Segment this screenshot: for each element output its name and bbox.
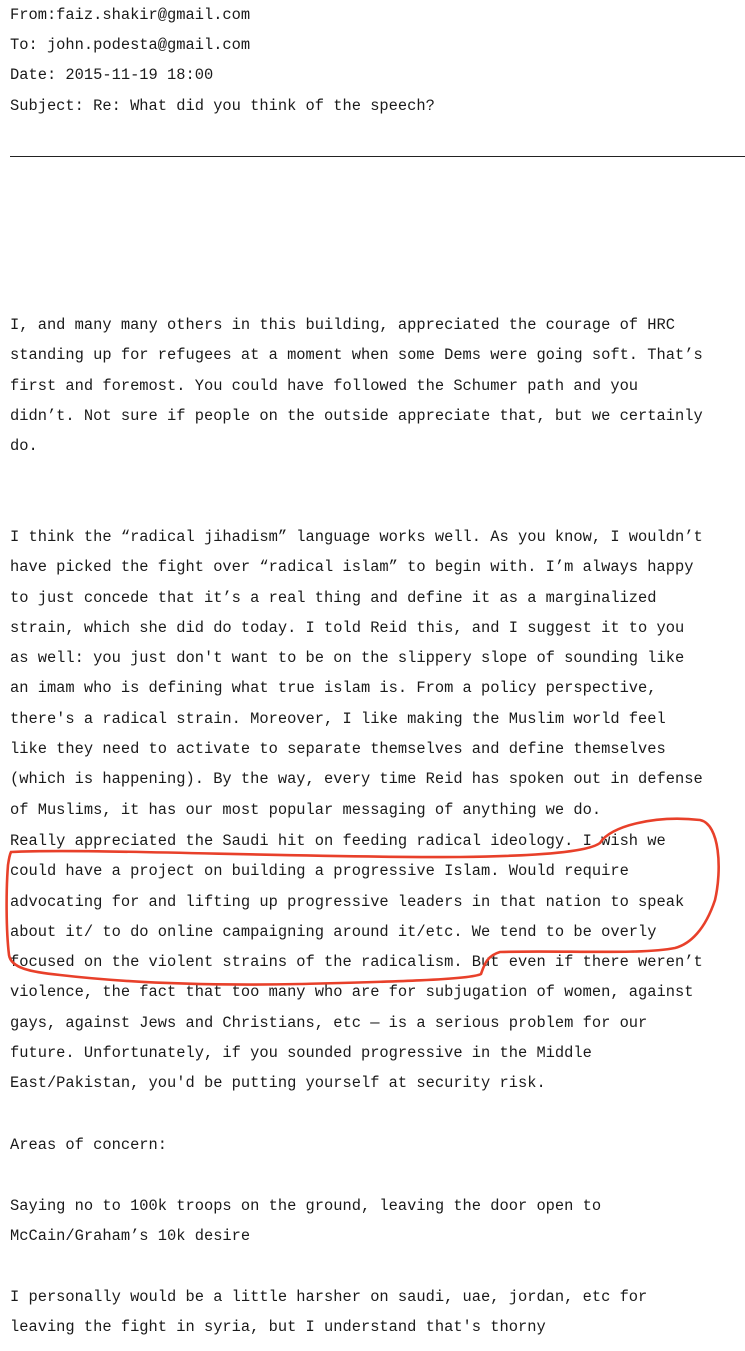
- to-line: To: john.podesta@gmail.com: [10, 36, 251, 54]
- text-line: as well: you just don't want to be on the slippery slope of sounding like: [10, 649, 685, 668]
- text-line: an imam who is defining what true islam is. From a policy perspective,: [10, 679, 657, 698]
- text-line: do.: [10, 437, 38, 456]
- text-line: like they need to activate to separate themselves and define themselves: [10, 740, 666, 759]
- subject-line: Subject: Re: What did you think of the speech?: [10, 97, 435, 115]
- text-line: leaving the fight in syria, but I understand that's thorny: [10, 1318, 546, 1337]
- text-line: Saying no to 100k troops on the ground, leaving the door open to: [10, 1197, 602, 1215]
- paragraph-6: [10, 1282, 743, 1343]
- text-line: violence, the fact that too many who are for subjugation of women, against: [10, 983, 694, 1002]
- text-line: Really appreciated the Saudi hit on feeding radical ideology. I wish we: [10, 832, 666, 850]
- text-line: could have a project on building a progressive Islam. Would require: [10, 862, 629, 881]
- text-line: advocating for and lifting up progressive leaders in that nation to speak: [10, 892, 685, 911]
- text-line: I personally would be a little harsher on saudi, uae, jordan, etc for: [10, 1288, 648, 1306]
- text-line: standing up for refugees at a moment when some Dems were going soft. That’s: [10, 346, 703, 365]
- text-line: McCain/Graham’s 10k desire: [10, 1227, 251, 1246]
- paragraph-5: [10, 1191, 743, 1252]
- text-line: have picked the fight over “radical islam” to begin with. I’m always happy: [10, 558, 694, 577]
- date-line: Date: 2015-11-19 18:00: [10, 66, 214, 84]
- paragraph-3: [10, 826, 743, 1099]
- text-line: gays, against Jews and Christians, etc — is a serious problem for our: [10, 1013, 648, 1032]
- paragraph-2: [10, 522, 743, 825]
- paragraph-4: [10, 1130, 743, 1160]
- text-line: Areas of concern:: [10, 1136, 168, 1154]
- text-line: (which is happening). By the way, every time Reid has spoken out in defense: [10, 770, 703, 789]
- header-divider: [10, 156, 745, 157]
- text-line: focused on the violent strains of the radicalism. But even if there weren’t: [10, 953, 703, 972]
- text-line: to just concede that it’s a real thing and define it as a marginalized: [10, 588, 657, 607]
- text-line: strain, which she did do today. I told Reid this, and I suggest it to you: [10, 618, 685, 637]
- text-line: first and foremost. You could have followed the Schumer path and you: [10, 376, 639, 395]
- text-line: there's a radical strain. Moreover, I like making the Muslim world feel: [10, 709, 666, 728]
- text-line: about it/ to do online campaigning around it/etc. We tend to be overly: [10, 922, 657, 941]
- text-line: of Muslims, it has our most popular messaging of anything we do.: [10, 800, 602, 819]
- text-line: future. Unfortunately, if you sounded progressive in the Middle: [10, 1044, 592, 1063]
- text-line: East/Pakistan, you'd be putting yourself at security risk.: [10, 1074, 546, 1093]
- from-line: From:faiz.shakir@gmail.com: [10, 6, 251, 24]
- text-line: didn’t. Not sure if people on the outside appreciate that, but we certainly: [10, 406, 703, 425]
- text-line: I think the “radical jihadism” language works well. As you know, I wouldn’t: [10, 528, 703, 546]
- text-line: I, and many many others in this building, appreciated the courage of HRC: [10, 316, 675, 334]
- paragraph-1: [10, 310, 743, 461]
